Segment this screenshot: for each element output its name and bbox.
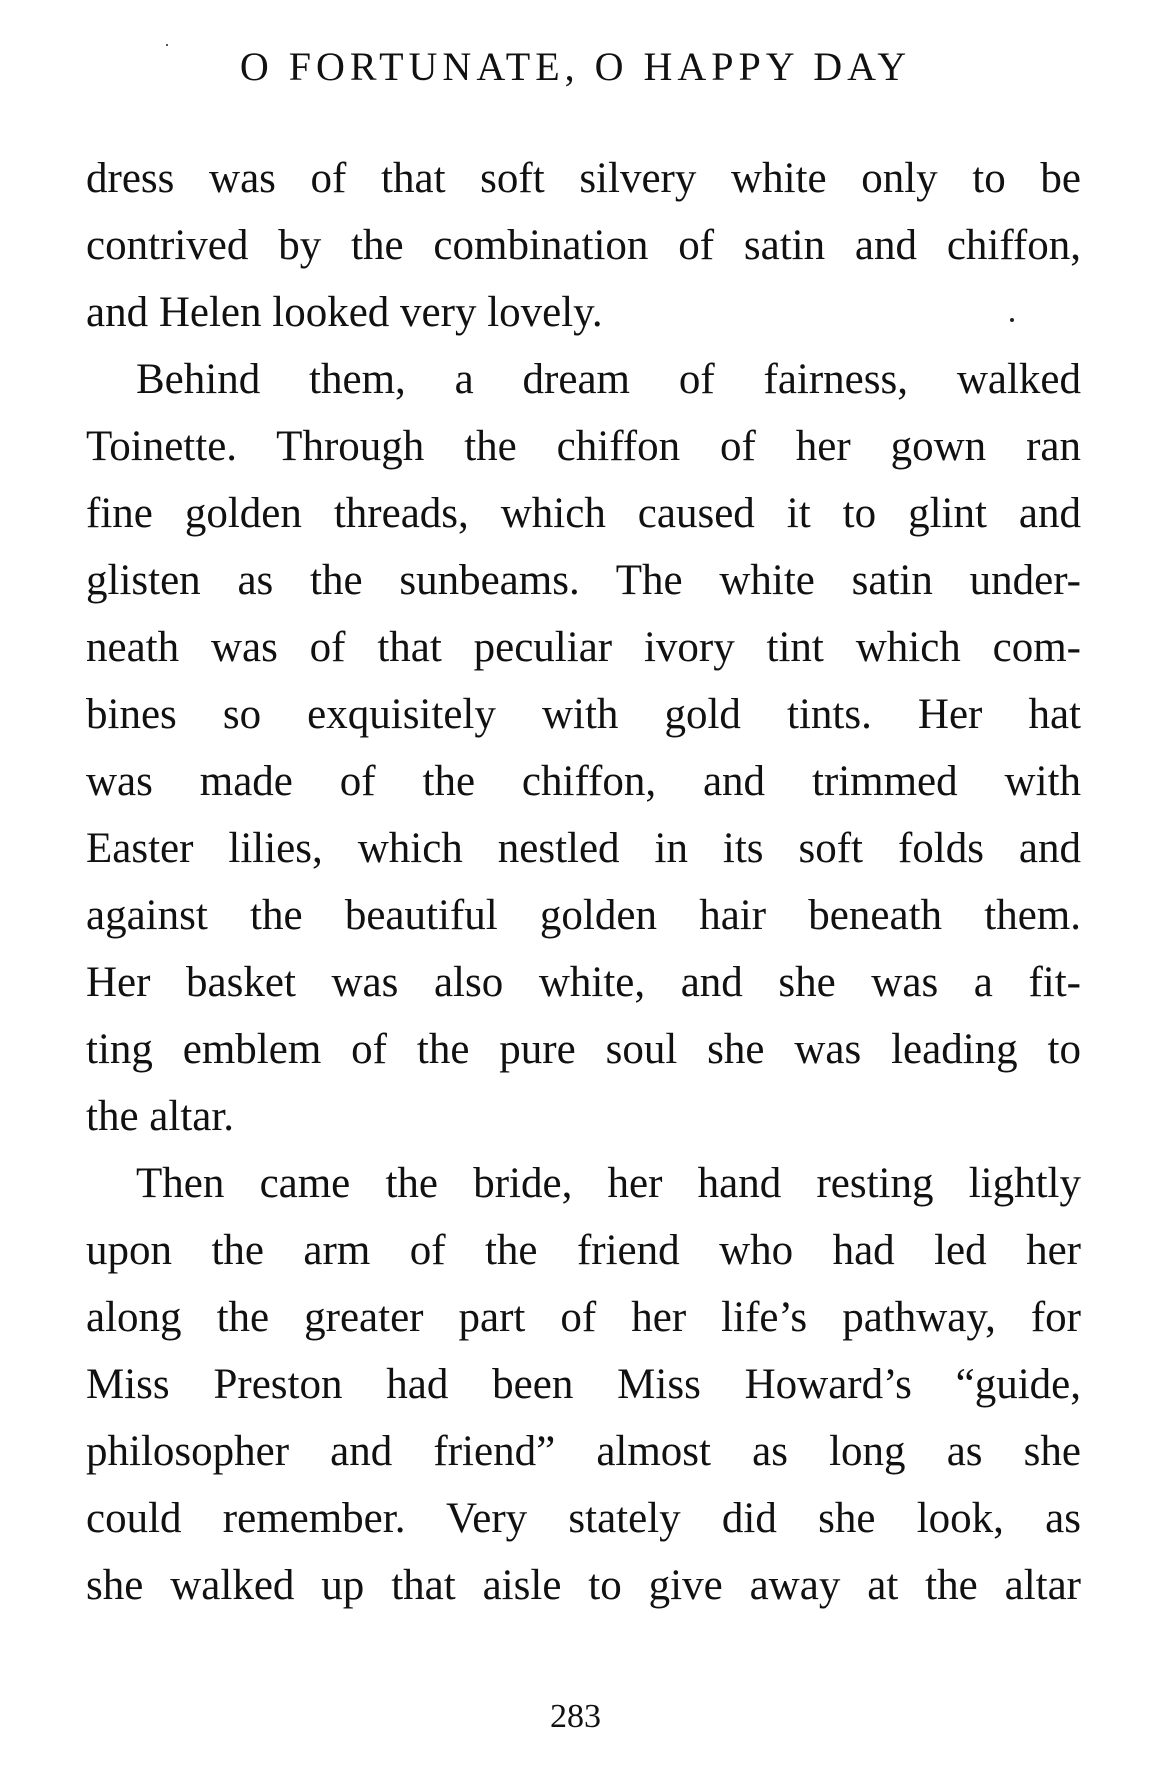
body-text [86,145,1081,1619]
text-line: Easter lilies, which nestled in its soft folds and [86,825,1081,872]
text-line: fine golden threads, which caused it to glint and [86,490,1081,537]
text-line: could remember. Very stately did she look, as [86,1495,1081,1542]
text-line: along the greater part of her life’s pathway, for [86,1294,1081,1341]
text-line: bines so exquisitely with gold tints. Her hat [86,691,1081,738]
text-line: Then came the bride, her hand resting lightly [136,1160,1081,1207]
text-line: philosopher and friend” almost as long as she [86,1428,1081,1475]
text-line: she walked up that aisle to give away at the altar [86,1562,1081,1609]
running-head: O FORTUNATE, O HAPPY DAY [239,44,912,89]
print-speck [166,44,168,46]
text-line: Her basket was also white, and she was a fit- [86,959,1081,1006]
text-line: the altar. [86,1093,235,1140]
print-speck [1010,318,1014,322]
text-line: upon the arm of the friend who had led her [86,1227,1081,1274]
text-line: glisten as the sunbeams. The white satin under- [86,557,1081,604]
text-line: was made of the chiffon, and trimmed with [86,758,1081,805]
text-line: Behind them, a dream of fairness, walked [136,356,1081,403]
text-line: contrived by the combination of satin and chiffon, [86,222,1081,269]
text-line: neath was of that peculiar ivory tint which com- [86,624,1081,671]
text-line: Miss Preston had been Miss Howard’s “guide, [86,1361,1081,1408]
page-number: 283 [550,1698,601,1735]
text-line: dress was of that soft silvery white only to be [86,155,1081,202]
text-line: against the beautiful golden hair beneath them. [86,892,1081,939]
text-line: Toinette. Through the chiffon of her gown ran [86,423,1081,470]
text-line: ting emblem of the pure soul she was leading to [86,1026,1081,1073]
text-line: and Helen looked very lovely. [86,289,603,336]
